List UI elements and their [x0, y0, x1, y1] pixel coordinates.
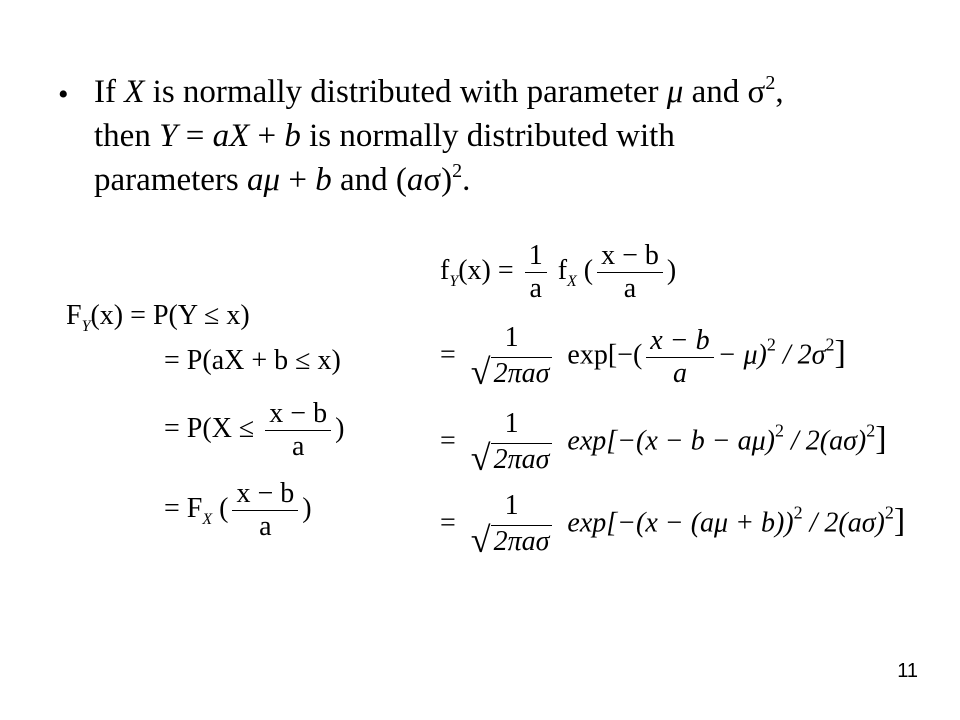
exponent: 2	[452, 160, 463, 182]
sqrt-icon: √	[470, 438, 491, 479]
var-aX: aX	[212, 118, 250, 154]
bullet-line-2	[94, 114, 934, 158]
right-eq-1: $f_Y(x)$ = $\frac{1}{a}$ $f_X$ ( $\frac{x - b}{a}$ )	[440, 240, 677, 305]
text-run: σ)	[423, 162, 453, 198]
text-run: If	[94, 74, 125, 110]
bullet-line-1	[94, 70, 934, 114]
fraction: $\frac{x - b}{a}$	[646, 325, 713, 390]
left-eq-4: = $F_X$ ( $\frac{x - b}{a}$ )	[164, 478, 312, 543]
text-run: +	[249, 118, 285, 154]
text-run: is normally distributed with	[300, 118, 675, 154]
var-b: b	[315, 162, 332, 198]
var-a: a	[406, 162, 424, 198]
left-eq-3: = P(X ≤ $\frac{x - b}{a}$ )	[164, 398, 345, 463]
page-number: 11	[897, 660, 918, 682]
right-eq-2: = 1 √ 2πaσ exp[−( $\frac{x - b}{a}$ − $\mu)^2 / 2\sigma^2$]	[440, 322, 846, 393]
left-eq-1: $F_Y(x) = P(Y \le x)$	[66, 300, 250, 335]
fraction: $\frac{x - b}{a}$	[265, 398, 331, 463]
fraction: $\frac{x - b}{a}$	[232, 478, 298, 543]
text-run: and σ	[683, 74, 766, 110]
fraction: 1 √ 2πaσ	[467, 322, 557, 392]
var-Y: Y	[159, 118, 178, 154]
bullet-text	[94, 70, 934, 202]
bullet-icon: •	[58, 78, 69, 111]
var-X: X	[124, 74, 145, 110]
fraction: $\frac{x - b}{a}$	[597, 240, 663, 305]
text-run: then	[94, 118, 160, 154]
text-run: =	[177, 118, 213, 154]
bullet-line-3	[94, 158, 934, 202]
text-run: .	[462, 162, 471, 198]
var-mu: μ	[666, 74, 684, 110]
sqrt-icon: √	[470, 520, 491, 561]
text-run: parameters	[94, 162, 247, 198]
right-eq-3: = 1 √ 2πaσ $\exp[-(x - b - a\mu)^2 / 2(a\sigma)^2]$	[440, 408, 887, 479]
text-run: is normally distributed with parameter	[144, 74, 667, 110]
fraction: 1 √ 2πaσ	[467, 408, 557, 478]
fraction: 1 √ 2πaσ	[467, 490, 557, 560]
sqrt-icon: √	[470, 352, 491, 393]
right-eq-4: = 1 √ 2πaσ $\exp[-(x - (a\mu + b))^2 / 2(a\sigma)^2]$	[440, 490, 906, 561]
var-b: b	[284, 118, 301, 154]
var-amu: aμ	[247, 162, 281, 198]
text-run: ,	[775, 74, 784, 110]
text-run: +	[280, 162, 316, 198]
text-run: and (	[331, 162, 407, 198]
fraction: $\frac{1}{a}$	[525, 240, 547, 305]
left-eq-2: = P(aX + b ≤ x)	[164, 345, 341, 376]
exponent: 2	[765, 72, 776, 94]
